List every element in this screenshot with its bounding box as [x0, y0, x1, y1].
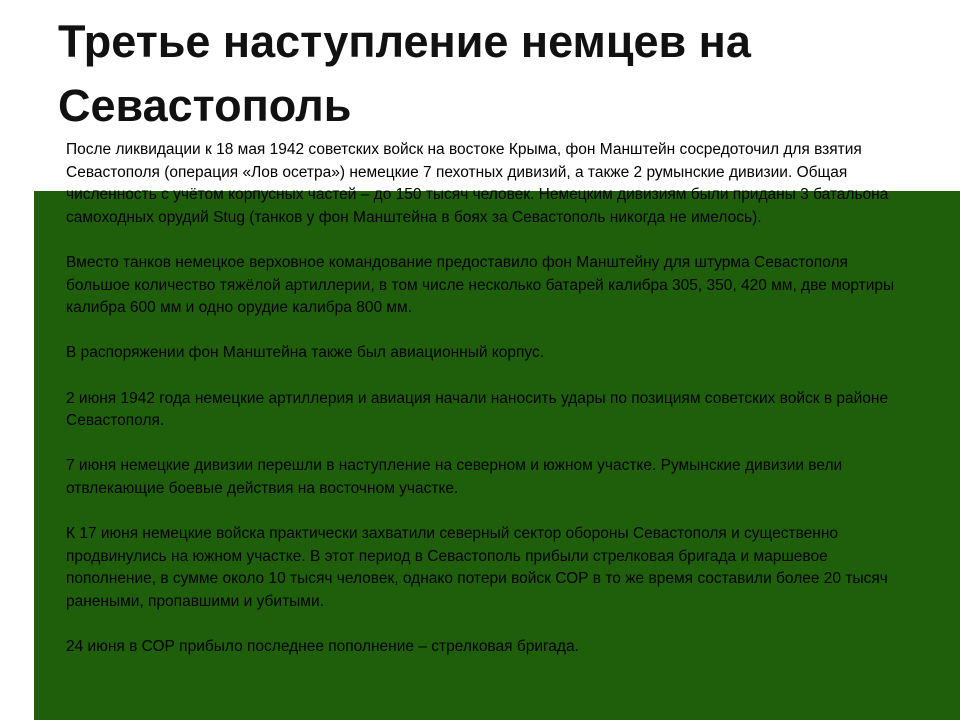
paragraph-june-7: 7 июня немецкие дивизии перешли в наступление на северном и южном участке. Румынские дивизии вели отвлекающие боевые действия на восточном участке. [66, 457, 843, 497]
slide-text-body [66, 139, 906, 659]
slide-title: Третье наступление немцев на Севастополь [58, 16, 751, 131]
paragraph-preparation: После ликвидации к 18 мая 1942 советских войск на востоке Крыма, фон Манштейн сосредоточил для взятия Севастополя (операция «Лов осетра») немецкие 7 пехотных дивизий, а также 2 румынские дивизии. Общая численность с учётом корпусных частей – до 150 тысяч человек. Немецким дивизиям были приданы 3 батальона самоходных орудий Stug (танков у фон Манштейна в боях за Севастополь никогда не имелось). [66, 141, 889, 226]
paragraph-june-2: 2 июня 1942 года немецкие артиллерия и авиация начали наносить удары по позициям советских войск в районе Севастополя. [66, 389, 889, 430]
paragraph-june-17: К 17 июня немецкие войска практически захватили северный сектор обороны Севастополя и существенно продвинулись на южном участке. В этот период в Севастополь прибыли стрелковая бригада и маршевое пополнение, в сумме около 10 тысяч человек, однако потери войск СОР в то же время составили более 20 тысяч ранеными, пропавшими и убитыми. [66, 525, 888, 610]
paragraph-air-corps: В распоряжении фон Манштейна также был авиационный корпус. [66, 344, 545, 362]
paragraph-june-24: 24 июня в СОР прибыло последнее пополнение – стрелковая бригада. [66, 638, 579, 656]
paragraph-artillery: Вместо танков немецкое верховное командование предоставило фон Манштейну для штурма Севастополя большое количество тяжёлой артиллерии, в том числе несколько батарей калибра 305, 350, 420 мм, две мортиры калибра 600 мм и одно орудие калибра 800 мм. [66, 253, 895, 317]
